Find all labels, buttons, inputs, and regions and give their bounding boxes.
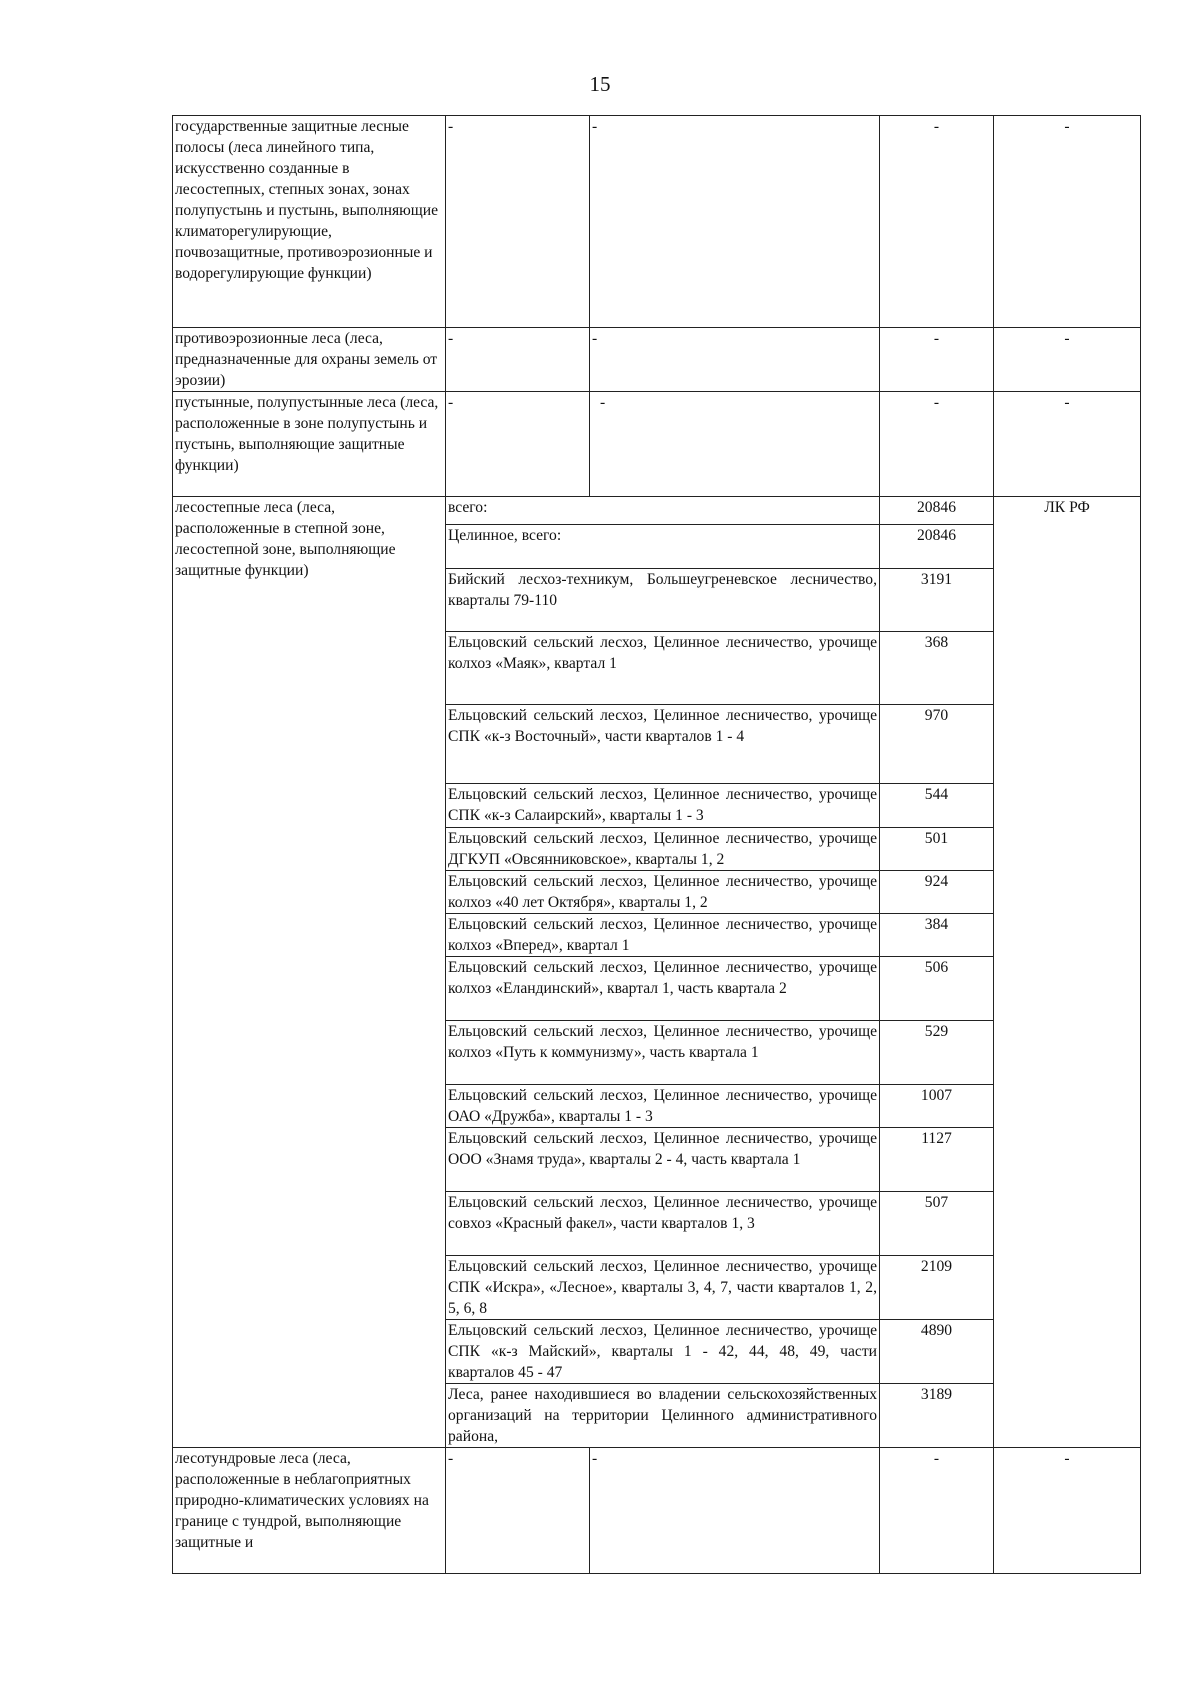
dash-cell: - bbox=[880, 1448, 994, 1574]
dash-cell: - bbox=[880, 328, 994, 392]
forest-table bbox=[172, 115, 1141, 1574]
dash-cell: - bbox=[446, 328, 590, 392]
total-label: всего: bbox=[446, 497, 880, 525]
table-row bbox=[173, 497, 1141, 525]
location-cell: Ельцовский сельский лесхоз, Целинное лесничество, урочище ДГКУП «Овсянниковское», кварталы 1, 2 bbox=[446, 828, 880, 871]
category-cell: лесотундровые леса (леса, расположенные в неблагоприятных природно-климатических условиях на границе с тундрой, выполняющие защитные и bbox=[173, 1448, 446, 1574]
area-cell: 970 bbox=[880, 705, 994, 784]
location-cell: Ельцовский сельский лесхоз, Целинное лесничество, урочище колхоз «Маяк», квартал 1 bbox=[446, 632, 880, 705]
category-cell: лесостепные леса (леса, расположенные в степной зоне, лесостепной зоне, выполняющие защитные функции) bbox=[173, 497, 446, 1448]
location-cell: Ельцовский сельский лесхоз, Целинное лесничество, урочище колхоз «Путь к коммунизму», часть квартала 1 bbox=[446, 1021, 880, 1085]
table-row bbox=[173, 116, 1141, 328]
area-cell: 384 bbox=[880, 914, 994, 957]
location-cell: Ельцовский сельский лесхоз, Целинное лесничество, урочище СПК «к-з Восточный», части кварталов 1 - 4 bbox=[446, 705, 880, 784]
dash-cell: - bbox=[590, 328, 880, 392]
area-cell: 3191 bbox=[880, 569, 994, 632]
area-cell: 529 bbox=[880, 1021, 994, 1085]
category-cell: государственные защитные лесные полосы (леса линейного типа, искусственно созданные в лесостепных, степных зонах, зонах полупустынь и пустынь, выполняющие климаторегулирующие, почвозащитные, противоэрозионные и водорегулирующие функции) bbox=[173, 116, 446, 328]
location-cell: Ельцовский сельский лесхоз, Целинное лесничество, урочище СПК «к-з Майский», кварталы 1 - 42, 44, 48, 49, части кварталов 45 - 47 bbox=[446, 1320, 880, 1384]
dash-cell: - bbox=[994, 392, 1141, 497]
location-cell: Леса, ранее находившиеся во владении сельскохозяйственных организаций на территории Целинного административного района, bbox=[446, 1384, 880, 1448]
total-value: 20846 bbox=[880, 497, 994, 525]
category-cell: пустынные, полупустынные леса (леса, расположенные в зоне полупустынь и пустынь, выполняющие защитные функции) bbox=[173, 392, 446, 497]
location-cell: Бийский лесхоз-техникум, Большеугреневское лесничество, кварталы 79-110 bbox=[446, 569, 880, 632]
dash-cell: - bbox=[590, 392, 880, 497]
location-cell: Ельцовский сельский лесхоз, Целинное лесничество, урочище колхоз «Еландинский», квартал 1, часть квартала 2 bbox=[446, 957, 880, 1021]
district-label: Целинное, всего: bbox=[446, 525, 880, 569]
location-cell: Ельцовский сельский лесхоз, Целинное лесничество, урочище СПК «Искра», «Лесное», кварталы 3, 4, 7, части кварталов 1, 2, 5, 6, 8 bbox=[446, 1256, 880, 1320]
area-cell: 3189 bbox=[880, 1384, 994, 1448]
dash-cell: - bbox=[994, 328, 1141, 392]
location-cell: Ельцовский сельский лесхоз, Целинное лесничество, урочище совхоз «Красный факел», части кварталов 1, 3 bbox=[446, 1192, 880, 1256]
dash-cell: - bbox=[446, 1448, 590, 1574]
area-cell: 4890 bbox=[880, 1320, 994, 1384]
area-cell: 368 bbox=[880, 632, 994, 705]
dash-cell: - bbox=[446, 116, 590, 328]
location-cell: Ельцовский сельский лесхоз, Целинное лесничество, урочище ООО «Знамя труда», кварталы 2 - 4, часть квартала 1 bbox=[446, 1128, 880, 1192]
location-cell: Ельцовский сельский лесхоз, Целинное лесничество, урочище колхоз «Вперед», квартал 1 bbox=[446, 914, 880, 957]
location-cell: Ельцовский сельский лесхоз, Целинное лесничество, урочище ОАО «Дружба», кварталы 1 - 3 bbox=[446, 1085, 880, 1128]
area-cell: 924 bbox=[880, 871, 994, 914]
table-row bbox=[173, 1448, 1141, 1574]
dash-cell: - bbox=[590, 116, 880, 328]
dash-cell: - bbox=[590, 1448, 880, 1574]
area-cell: 2109 bbox=[880, 1256, 994, 1320]
dash-cell: - bbox=[994, 1448, 1141, 1574]
area-cell: 506 bbox=[880, 957, 994, 1021]
table-row bbox=[173, 392, 1141, 497]
page-number: 15 bbox=[589, 72, 611, 96]
district-value: 20846 bbox=[880, 525, 994, 569]
legal-basis: ЛК РФ bbox=[994, 497, 1141, 1448]
dash-cell: - bbox=[880, 392, 994, 497]
dash-cell: - bbox=[994, 116, 1141, 328]
table-row bbox=[173, 328, 1141, 392]
area-cell: 501 bbox=[880, 828, 994, 871]
area-cell: 507 bbox=[880, 1192, 994, 1256]
area-cell: 544 bbox=[880, 784, 994, 828]
location-cell: Ельцовский сельский лесхоз, Целинное лесничество, урочище колхоз «40 лет Октября», кварталы 1, 2 bbox=[446, 871, 880, 914]
dash-cell: - bbox=[446, 392, 590, 497]
category-cell: противоэрозионные леса (леса, предназначенные для охраны земель от эрозии) bbox=[173, 328, 446, 392]
area-cell: 1127 bbox=[880, 1128, 994, 1192]
area-cell: 1007 bbox=[880, 1085, 994, 1128]
location-cell: Ельцовский сельский лесхоз, Целинное лесничество, урочище СПК «к-з Салаирский», кварталы 1 - 3 bbox=[446, 784, 880, 828]
dash-cell: - bbox=[880, 116, 994, 328]
